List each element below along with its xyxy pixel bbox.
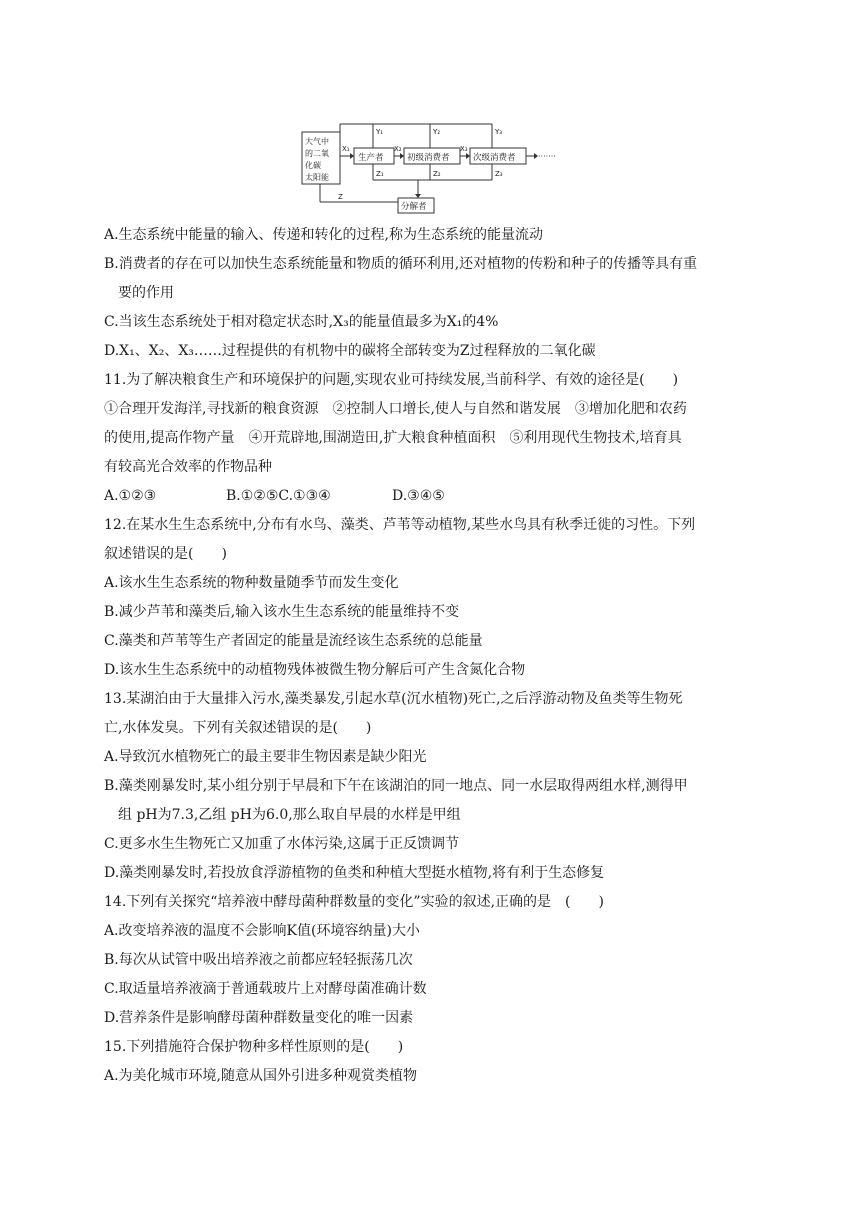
q15-option-a: A.为美化城市环境,随意从国外引进多种观赏类植物 — [104, 1068, 418, 1084]
q14-option-d: D.营养条件是影响酵母菌种群数量变化的唯一因素 — [104, 1010, 414, 1026]
q12-option-b: B.减少芦苇和藻类后,输入该水生生态系统的能量维持不变 — [104, 604, 460, 620]
label-x3: X₃ — [460, 145, 468, 153]
q12-option-c: C.藻类和芦苇等生产者固定的能量是流经该生态系统的总能量 — [104, 633, 483, 649]
q14-option-c: C.取适量培养液滴于普通载玻片上对酵母菌准确计数 — [104, 981, 427, 997]
q14-option-a: A.改变培养液的温度不会影响K值(环境容纳量)大小 — [104, 923, 420, 939]
q10-option-a: A.生态系统中能量的输入、传递和转化的过程,称为生态系统的能量流动 — [104, 227, 544, 243]
energy-flow-svg — [300, 118, 570, 218]
label-z1: Z₁ — [376, 170, 384, 178]
q12-option-d: D.该水生生态系统中的动植物残体被微生物分解后可产生含氮化合物 — [104, 662, 526, 678]
label-z3: Z₃ — [495, 170, 503, 178]
primary-consumer-label: 初级消费者 — [407, 153, 450, 163]
secondary-consumer-label: 次级消费者 — [473, 153, 516, 163]
q10-option-c: C.当该生态系统处于相对稳定状态时,X₃的能量值最多为X₁的4% — [104, 314, 499, 330]
q15-stem: 15.下列措施符合保护物种多样性原则的是( ) — [104, 1039, 404, 1055]
source-line-2: 的二氧 — [305, 149, 329, 158]
q11-choice-bc: B.①②⑤C.①③④ — [226, 488, 331, 504]
q10-option-b-line1: B.消费者的存在可以加快生态系统能量和物质的循环利用,还对植物的传粉和种子的传播等具有重 — [104, 256, 698, 272]
label-z2: Z₂ — [433, 170, 441, 178]
producer-label: 生产者 — [358, 153, 384, 163]
q11-options-line3: 有较高光合效率的作物品种 — [104, 459, 272, 475]
q14-stem: 14.下列有关探究“培养液中酵母菌种群数量的变化”实验的叙述,正确的是 ( ) — [104, 894, 604, 910]
q11-choice-d: D.③④⑤ — [392, 488, 445, 504]
q14-option-b: B.每次从试管中吸出培养液之前都应轻轻振荡几次 — [104, 952, 413, 968]
chain-ellipsis: ······· — [538, 152, 556, 161]
q11-options-line2: 的使用,提高作物产量 ④开荒辟地,围湖造田,扩大粮食种植面积 ⑤利用现代生物技术,培育具 — [104, 430, 682, 446]
q12-option-a: A.该水生生态系统的物种数量随季节而发生变化 — [104, 575, 399, 591]
q13-option-d: D.藻类刚暴发时,若投放食浮游植物的鱼类和种植大型挺水植物,将有利于生态修复 — [104, 865, 605, 881]
source-line-4: 太阳能 — [305, 173, 329, 182]
q13-stem-line2: 亡,水体发臭。下列有关叙述错误的是( ) — [104, 720, 372, 736]
q13-option-c: C.更多水生生物死亡又加重了水体污染,这属于正反馈调节 — [104, 836, 460, 852]
label-x1: X₁ — [342, 145, 350, 153]
label-y2: Y₂ — [433, 128, 441, 136]
decomposer-label: 分解者 — [401, 202, 427, 212]
q11-choice-a: A.①②③ — [104, 488, 157, 504]
label-y3: Y₃ — [495, 128, 503, 136]
q11-options-line1: ①合理开发海洋,寻找新的粮食资源 ②控制人口增长,使人与自然和谐发展 ③增加化肥和农药 — [104, 401, 687, 417]
q13-option-b-line1: B.藻类刚暴发时,某小组分别于早晨和下午在该湖泊的同一地点、同一水层取得两组水样,测得甲 — [104, 778, 688, 794]
source-line-3: 化碳 — [305, 161, 321, 170]
q13-option-b-line2: 组 pH为7.3,乙组 pH为6.0,那么取自早晨的水样是甲组 — [118, 807, 461, 823]
q11-stem: 11.为了解决粮食生产和环境保护的问题,实现农业可持续发展,当前科学、有效的途径是( ) — [104, 372, 679, 388]
source-line-1: 大气中 — [305, 137, 329, 146]
q13-stem-line1: 13.某湖泊由于大量排入污水,藻类暴发,引起水草(沉水植物)死亡,之后浮游动物及鱼类等生物死 — [104, 691, 683, 707]
label-z: Z — [338, 193, 343, 201]
q13-option-a: A.导致沉水植物死亡的最主要非生物因素是缺少阳光 — [104, 749, 427, 765]
q12-stem-line2: 叙述错误的是( ) — [104, 546, 227, 562]
q10-option-d: D.X₁、X₂、X₃……过程提供的有机物中的碳将全部转变为Z过程释放的二氧化碳 — [104, 343, 596, 359]
q11-choices — [104, 483, 445, 509]
label-y1: Y₁ — [376, 128, 384, 136]
label-x2: X₂ — [394, 145, 402, 153]
energy-flow-diagram — [300, 118, 570, 218]
q10-option-b-line2: 要的作用 — [118, 285, 174, 301]
q12-stem-line1: 12.在某水生生态系统中,分布有水鸟、藻类、芦苇等动植物,某些水鸟具有秋季迁徙的习性。下列 — [104, 517, 696, 533]
